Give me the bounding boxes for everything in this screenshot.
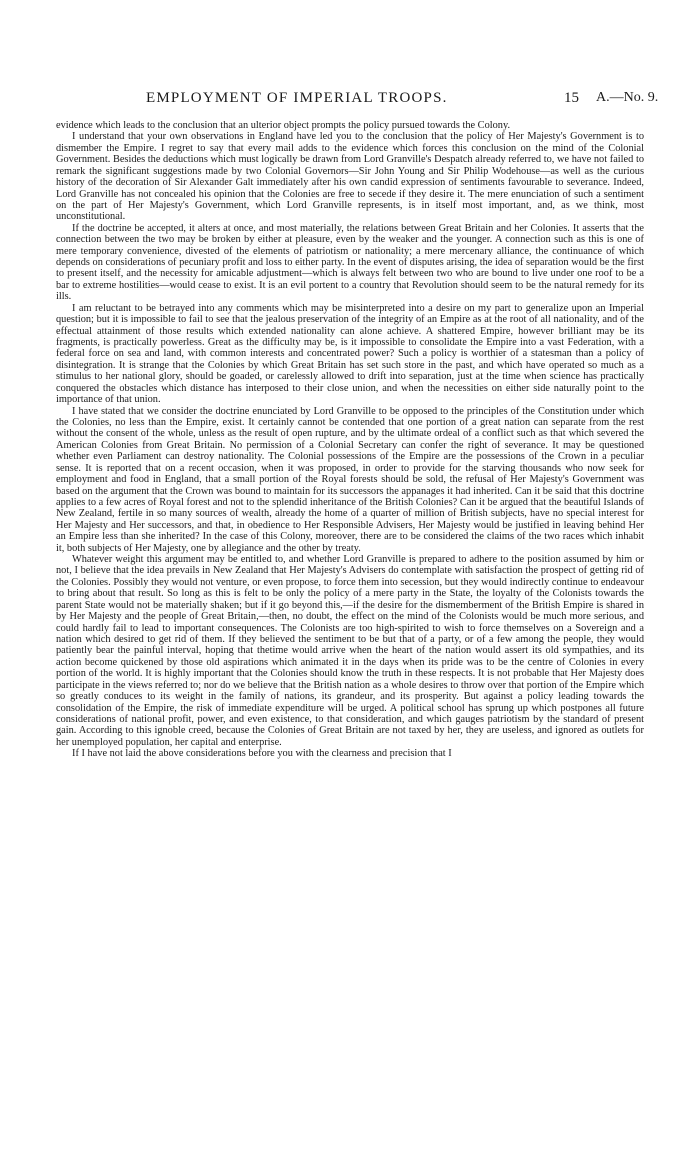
paragraph: I am reluctant to be betrayed into any comments which may be misinterpreted into a desire on my part to generalize upon an Imperial question; but it is impossible to fail to see that the jealous preservation of the integrity of an Empire as at the root of all nationality, and of the effectual attainment of those results which extended nationality can alone achieve. A shattered Empire, however brilliant may be its fragments, is practically powerless. Great as the difficulty may be, is it impossible to consolidate the Empire into a vast Federation, with a federal force on sea and land, with common interests and concentrated power? Such a policy is worthier of a statesman than a policy of disintegration. It is strange that the Colonies by which Great Britain has set such store in the past, and which have operated so much as a stimulus to her national glory, should be goaded, or carelessly allowed to drift into separation, just at the time when science has practically conquered the obstacles which distance has interposed to their close union, and when the necessities on either side naturally point to the importance of that union. [56,302,644,406]
document-page [56,90,659,760]
paragraph: Whatever weight this argument may be entitled to, and whether Lord Granville is prepared to adhere to the position assumed by him or not, I believe that the idea prevails in New Zealand that Her Majesty's Advisers do contemplate with satisfaction the prospect of getting rid of the Colonies. Possibly they would not venture, or even propose, to force them into secession, but they would indirectly continue to endeavour to bring about that result. So long as this is felt to be only the policy of a mere party in the State, the loyalty of the Colonists towards the parent State would not be materially shaken; but if it go beyond this,—if the desire for the dismemberment of the British Empire is shared in by Her Majesty and the people of Great Britain,—then, no doubt, the effect on the mind of the Colonists would be much more serious, and could hardly fail to lead to important consequences. The Colonists are too high-spirited to wish to force themselves on a Sovereign and a nation which desired to get rid of them. If they believed the sentiment to be but that of a party, or of a few among the people, they would patiently bear the painful interval, hoping that thetime would arrive when the heart of the nation would assert its old sympathies, and its action become quickened by those old aspirations which animated it in the days when its pride was to be the centre of Colonies in every portion of the world. It is highly important that the Colonies should know the truth in these respects. It is not probable that Her Majesty does participate in the views referred to; nor do we believe that the British nation as a whole desires to throw over that portion of the Empire which so greatly conduces to its weight in the family of nations, its grandeur, and its prosperity. But against a policy leading towards the consolidation of the Empire, the risk of immediate expenditure will be urged. A political school has sprung up which postpones all future considerations of national profit, power, and even existence, to that consideration, and which gauges patriotism by the standard of present gain. According to this ignoble creed, because the Colonies of Great Britain are not taxed by her, they are useless, and ignored as outlets for her unemployed population, her capital and enterprise. [56,554,644,748]
body-text [56,120,644,760]
page-header [56,90,659,112]
running-title: EMPLOYMENT OF IMPERIAL TROOPS. [146,90,448,106]
document-reference: A.—No. 9. [596,90,659,105]
paragraph: I have stated that we consider the doctrine enunciated by Lord Granville to be opposed to the principles of the Constitution under which the Colonies, no less than the Empire, exist. It certainly cannot be contended that one portion of a great nation can separate from the rest without the consent of the whole, unless as the result of open rupture, and by the ultimate ordeal of a conflict such as that which severed the American Colonies from Great Britain. No permission of a Colonial Secretary can confer the right of severance. It may be questioned whether even Parliament can destroy nationality. The Colonial possessions of the Empire are the possessions of the Crown in a peculiar sense. It is reported that on a recent occasion, when it was proposed, in order to provide for the starving thousands who now seek for employment and food in England, that a small portion of the Royal forests should be sold, the refusal of Her Majesty's Government was based on the argument that the Crown was bound to maintain for its successors the appanages it had inherited. Can it be said that this doctrine applies to a few acres of Royal forest and not to the splendid inheritance of the British Colonies? Can it be argued that the beautiful Islands of New Zealand, fertile in so many sources of wealth, already the home of a quarter of million of British subjects, have no special interest for Her Majesty and Her successors, and that, in obedience to Her Responsible Advisers, Her Majesty would be justified in leaving behind Her an Empire less than she inherited? In the case of this Colony, moreover, there are to be considered the claims of the two races which inhabit it, both subjects of Her Majesty, one by allegiance and the other by treaty. [56,405,644,554]
page-number: 15 [564,90,579,106]
paragraph: If the doctrine be accepted, it alters at once, and most materially, the relations between Great Britain and her Colonies. It asserts that the connection between the two may be broken by either at pleasure, even by the weaker and the younger. A connection such as this is one of mere temporary convenience, divested of the elements of patriotism or nationality; a mere mercenary alliance, the continuance of which depends on considerations of pecuniary profit and loss to either party. In the event of disputes arising, the idea of separation would be the first to present itself, and the necessity for amicable adjustment—which is always felt between two who are bound to live under one roof to be a bar to extreme hostilities—would cease to exist. It is an evil portent to a country that Revolution should seem to be the natural remedy for its ills. [56,222,644,303]
paragraph: evidence which leads to the conclusion that an ulterior object prompts the policy pursued towards the Colony. [56,120,511,131]
paragraph: If I have not laid the above considerations before you with the clearness and precision that I [72,748,452,760]
paragraph: I understand that your own observations in England have led you to the conclusion that the policy of Her Majesty's Government is to dismember the Empire. I regret to say that every mail adds to the evidence which forces this conclusion on the mind of the Colonial Government. Besides the deductions which must logically be drawn from Lord Granville's Despatch already referred to, we have not failed to remark the significant suggestions made by two Colonial Governors—Sir John Young and Sir Philip Wodehouse—as well as the curious history of the decoration of Sir Alexander Galt immediately after his own candid expression of sentiments favourable to severance. Indeed, Lord Granville has not concealed his opinion that the Colonies are free to secede if they desire it. The mere enunciation of such a sentiment on the part of Her Majesty's Government, which Lord Granville represents, is in itself most important, and, as we think, most unconstitutional. [56,131,644,223]
